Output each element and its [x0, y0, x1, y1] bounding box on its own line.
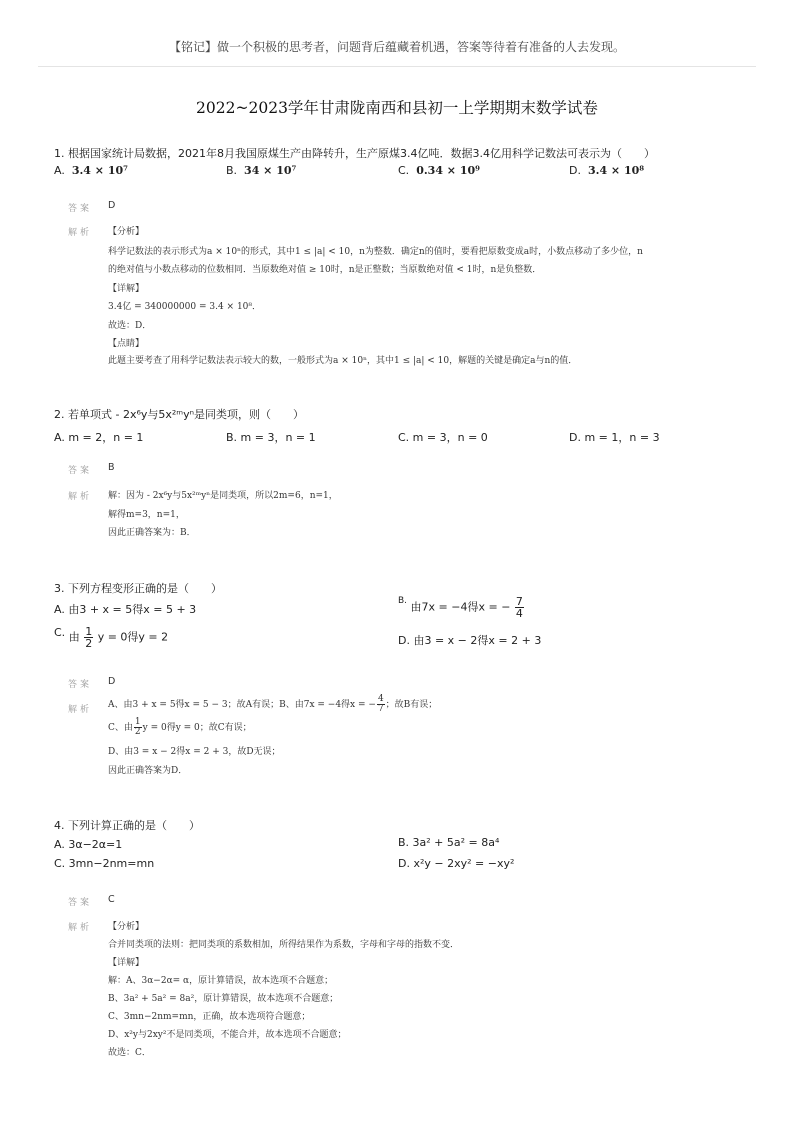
question-3-answer: D	[108, 676, 116, 687]
question-3-option-b	[398, 596, 525, 619]
analysis-label: 解析	[68, 228, 93, 238]
analysis-line: 【点睛】	[108, 339, 145, 349]
option-label: A.	[54, 164, 65, 177]
question-2-option-c: C. m = 3，n = 0	[398, 431, 488, 444]
analysis-line: 此题主要考查了用科学记数法表示较大的数，一般形式为a × 10ⁿ，其中1 ≤ |a| < 10，解题的关键是确定a与n的值．	[108, 356, 578, 366]
answer-label: 答案	[68, 204, 93, 214]
question-4-stem: 4. 下列计算正确的是（ ）	[54, 819, 200, 832]
option-label: B.	[398, 596, 408, 606]
analysis-line: 解：A、3α−2α= α，原计算错误，故本选项不合题意；	[108, 976, 334, 986]
fraction-denominator: 4	[515, 607, 523, 620]
analysis-text: A、由3 + x = 5得x = 5 − 3；故A有误；B、由7x = −4得x = −	[108, 700, 376, 710]
fraction-numerator: 1	[85, 625, 93, 638]
analysis-line: 【详解】	[108, 284, 145, 294]
question-1-answer: D	[108, 200, 116, 211]
answer-label: 答案	[68, 898, 93, 908]
option-math: 0.34 × 10⁹	[416, 164, 480, 177]
question-3-option-d: D. 由3 = x − 2得x = 2 + 3	[398, 634, 542, 647]
analysis-line: B、3a² + 5a² = 8a²，原计算错误，故本选项不合题意；	[108, 994, 339, 1004]
fraction	[84, 626, 93, 649]
analysis-label: 解析	[68, 492, 93, 502]
page-title: 2022~2023学年甘肃陇南西和县初一上学期期末数学试卷	[196, 99, 598, 117]
analysis-line: 【详解】	[108, 958, 145, 968]
motto-banner: 【铭记】做一个积极的思考者，问题背后蕴藏着机遇，答案等待着有准备的人去发现。	[168, 40, 625, 54]
fraction-numerator: 7	[515, 595, 523, 608]
analysis-text: y = 0得y = 0；故C有误；	[142, 723, 252, 733]
analysis-line: 【分析】	[108, 227, 145, 237]
question-2-stem: 2. 若单项式 - 2x⁶y与5x²ᵐyⁿ是同类项，则（ ）	[54, 408, 305, 421]
analysis-line: 解：因为 - 2x⁶y与5x²ᵐyⁿ是同类项，所以2m=6，n=1，	[108, 491, 338, 501]
analysis-line: 因此正确答案为D．	[108, 766, 188, 776]
fraction-denominator: 2	[134, 727, 141, 737]
option-label: B.	[226, 164, 238, 177]
question-4-option-b: B. 3a² + 5a² = 8a⁴	[398, 836, 500, 849]
answer-label: 答案	[68, 680, 93, 690]
question-1-option-b	[226, 164, 296, 177]
option-label: C.	[398, 164, 410, 177]
analysis-line: 【分析】	[108, 922, 145, 932]
question-2-option-b: B. m = 3，n = 1	[226, 431, 316, 444]
analysis-text: ；故B有误；	[385, 700, 438, 710]
analysis-line: 合并同类项的法则：把同类项的系数相加，所得结果作为系数，字母和字母的指数不变．	[108, 940, 460, 950]
question-4-option-c: C. 3mn−2nm=mn	[54, 857, 155, 870]
option-math: 3.4 × 10⁸	[587, 164, 645, 177]
question-1-option-d	[569, 164, 644, 177]
option-math: 34 × 10⁷	[244, 164, 297, 177]
analysis-label: 解析	[68, 923, 93, 933]
question-1-stem: 1. 根据国家统计局数据，2021年8月我国原煤生产由降转升，生产原煤3.4亿吨．数据3.4亿用科学记数法可表示为（ ）	[54, 147, 655, 160]
question-3-option-c	[54, 626, 168, 649]
fraction-numerator: 4	[377, 694, 384, 704]
analysis-line	[108, 718, 252, 737]
analysis-line: 故选：C．	[108, 1048, 151, 1058]
fraction-numerator: 1	[134, 717, 141, 727]
fraction-denominator: 2	[85, 637, 93, 650]
option-label: D.	[569, 164, 581, 177]
question-1-option-a	[54, 164, 128, 177]
fraction-denominator: 7	[377, 704, 384, 714]
question-3-stem: 3. 下列方程变形正确的是（ ）	[54, 582, 222, 595]
analysis-line: 故选：D．	[108, 321, 152, 331]
question-3-option-a: A. 由3 + x = 5得x = 5 + 3	[54, 603, 197, 616]
question-2-answer: B	[108, 462, 115, 473]
option-text: y = 0得y = 2	[97, 630, 169, 644]
question-4-answer: C	[108, 894, 115, 905]
analysis-line: D、x²y与2xy²不是同类项，不能合并，故本选项不合题意；	[108, 1030, 347, 1040]
option-label: C.	[54, 626, 66, 639]
analysis-line: C、3mn−2nm=mn，正确，故本选项符合题意；	[108, 1012, 311, 1022]
fraction	[515, 596, 524, 619]
fraction	[134, 718, 142, 737]
analysis-line: 3.4亿 = 340000000 = 3.4 × 10⁸．	[108, 302, 262, 312]
fraction	[377, 695, 385, 714]
question-2-option-a: A. m = 2，n = 1	[54, 431, 144, 444]
analysis-line: D、由3 = x − 2得x = 2 + 3，故D无误；	[108, 747, 281, 757]
option-text: 由7x = −4得x = −	[410, 600, 511, 614]
question-1-option-c	[398, 164, 480, 177]
analysis-label: 解析	[68, 705, 93, 715]
answer-label: 答案	[68, 466, 93, 476]
option-text: 由	[68, 630, 80, 644]
question-4-option-a: A. 3α−2α=1	[54, 838, 123, 851]
analysis-line: 解得m=3，n=1，	[108, 510, 185, 520]
analysis-line: 科学记数法的表示形式为a × 10ⁿ的形式，其中1 ≤ |a| < 10，n为整数．确定n的值时，要看把原数变成a时，小数点移动了多少位，n	[108, 247, 643, 257]
header-divider	[38, 66, 756, 67]
question-2-option-d: D. m = 1，n = 3	[569, 431, 660, 444]
question-4-option-d: D. x²y − 2xy² = −xy²	[398, 857, 515, 870]
option-math: 3.4 × 10⁷	[71, 164, 128, 177]
analysis-line: 因此正确答案为：B．	[108, 528, 196, 538]
analysis-text: C、由	[108, 723, 133, 733]
analysis-line: 的绝对值与小数点移动的位数相同．当原数绝对值 ≥ 10时，n是正整数；当原数绝对值 < 1时，n是负整数．	[108, 265, 542, 275]
analysis-line	[108, 695, 437, 714]
